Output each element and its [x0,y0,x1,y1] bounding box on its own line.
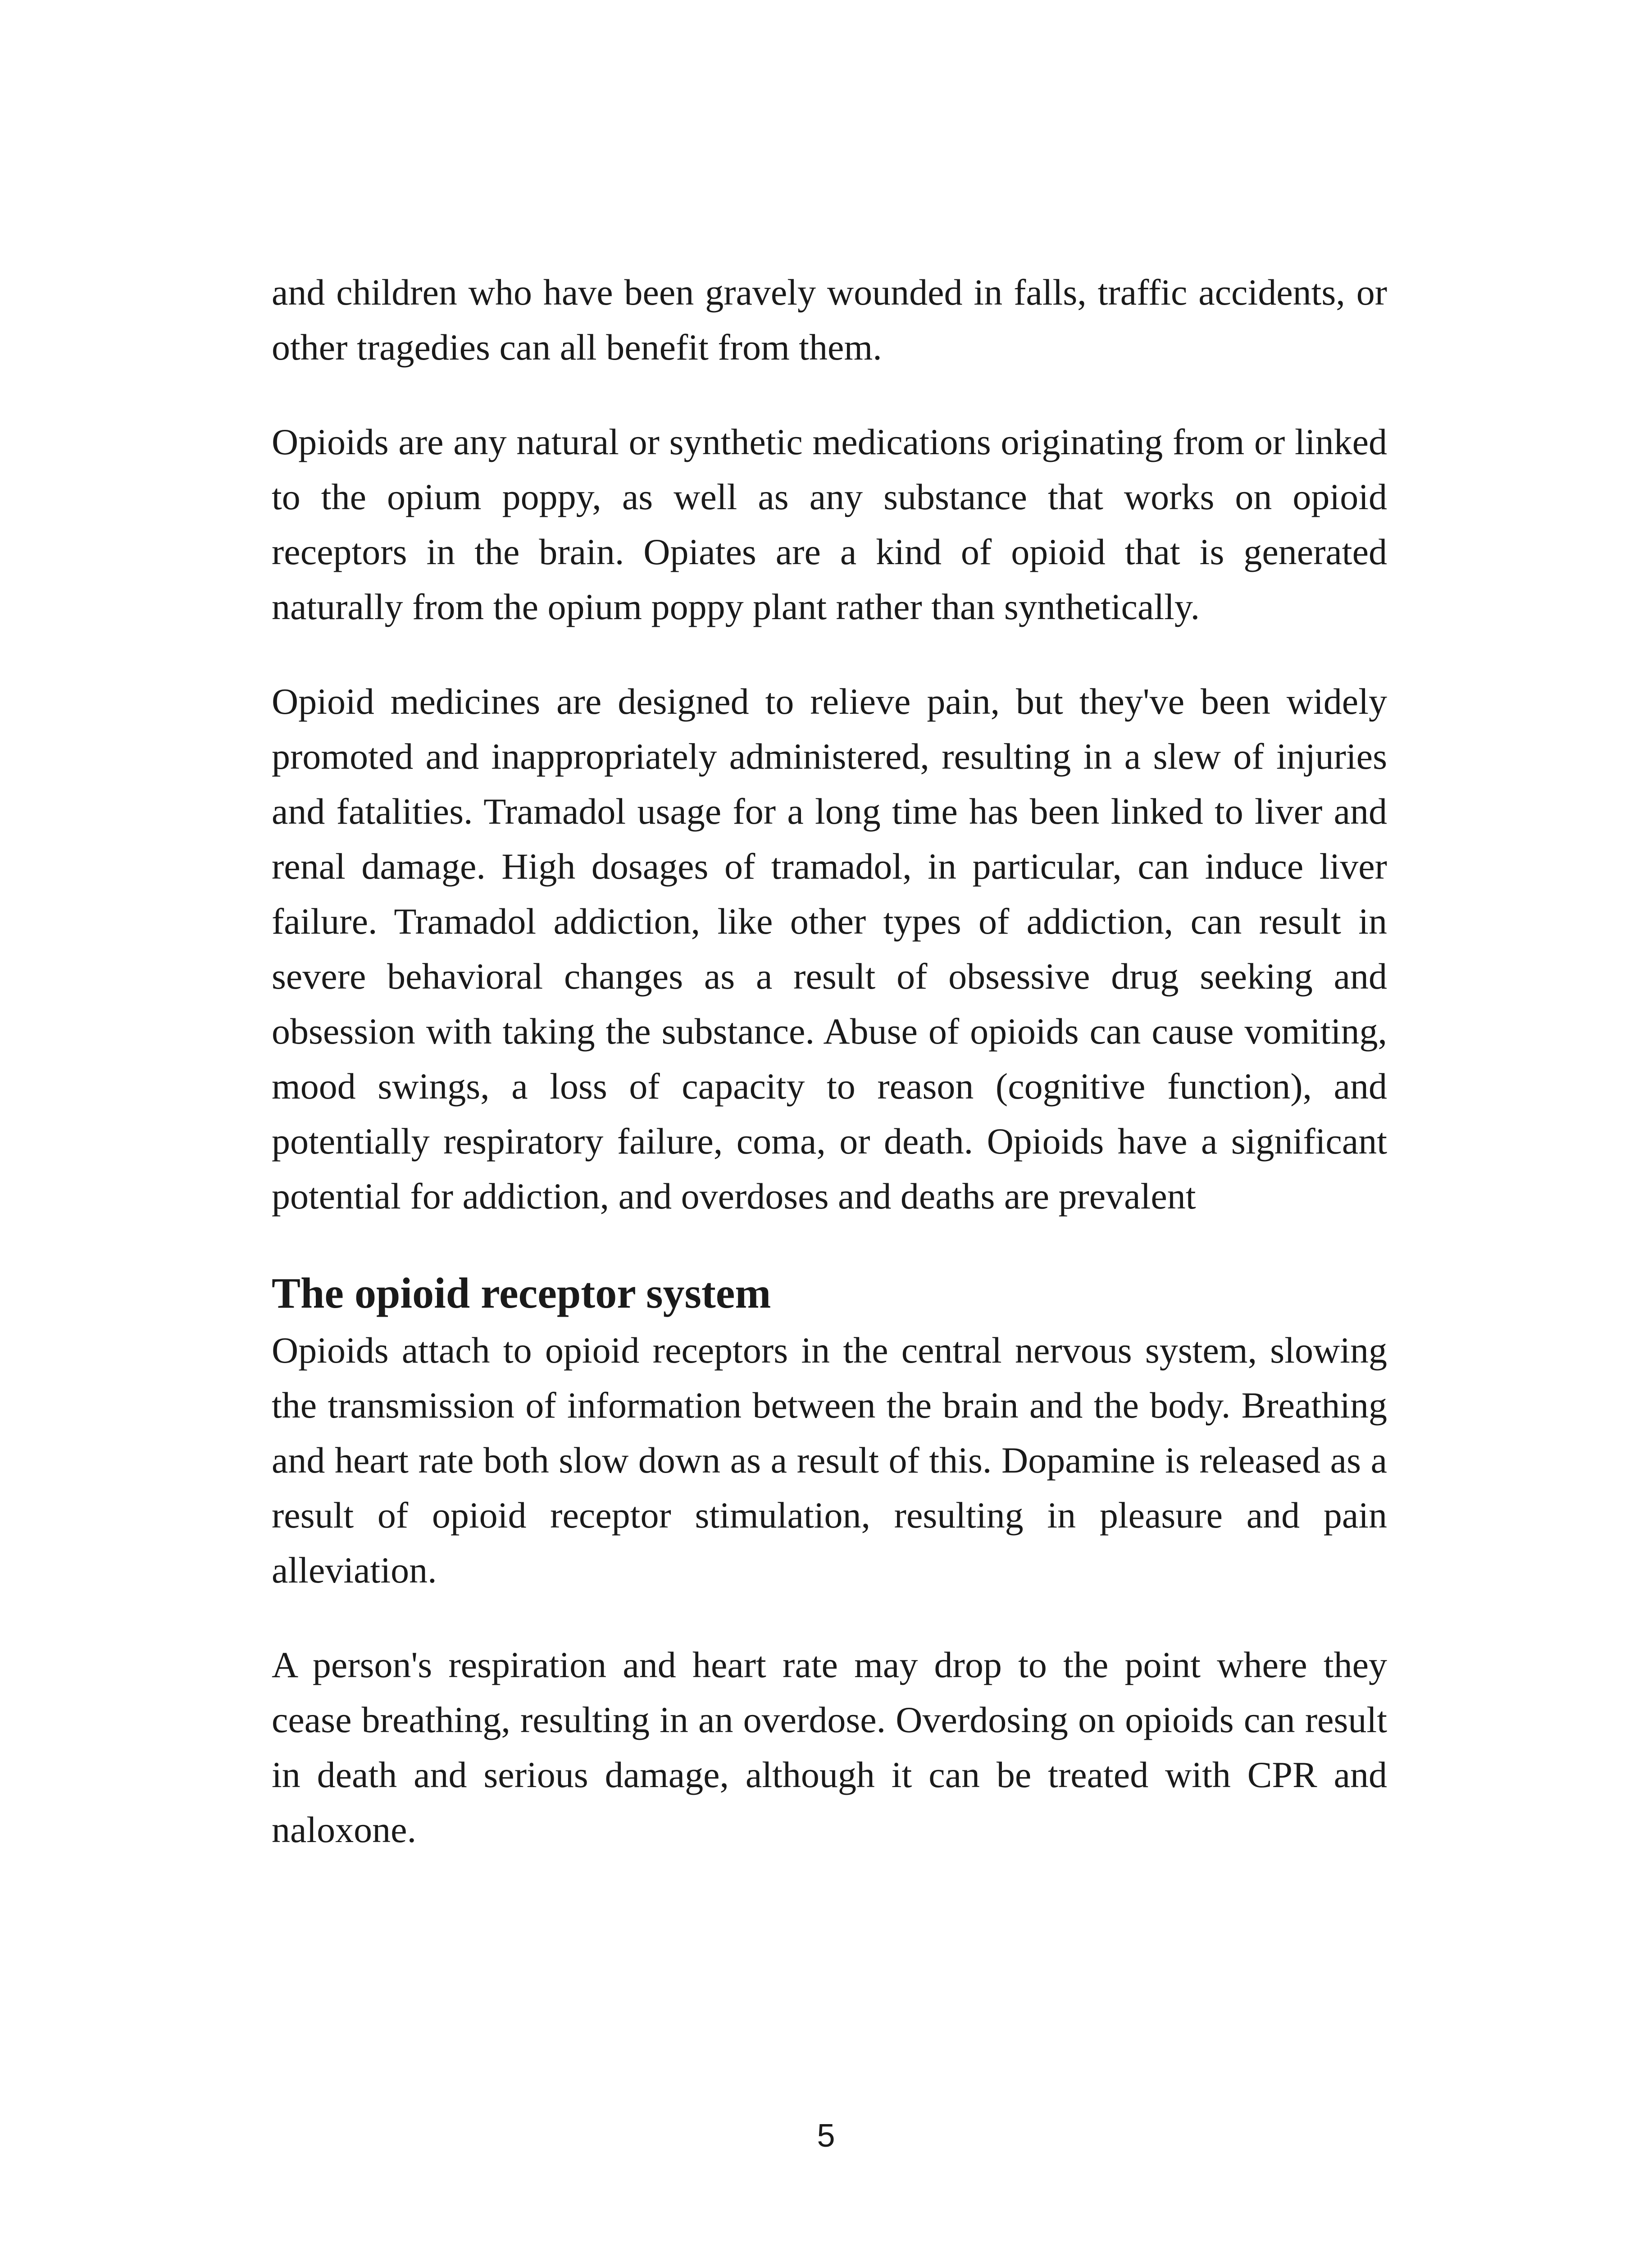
paragraph-opioids-definition: Opioids are any natural or synthetic medications originating from or linked to the opium poppy, as well as any substance that works on opioid receptors in the brain. Opiates are a kind of opioid that is generated naturally from the opium poppy plant rather than synthetically. [272,421,1387,627]
page-body [272,265,1387,1857]
section-heading: The opioid receptor system [272,1269,771,1317]
paragraph-continuation: and children who have been gravely wounded in falls, traffic accidents, or other tragedies can all benefit from them. [272,272,1387,368]
page-number: 5 [817,2118,835,2154]
paragraph-opioid-risks: Opioid medicines are designed to relieve pain, but they've been widely promoted and inappropriately administered, resulting in a slew of injuries and fatalities. Tramadol usage for a long time has been linked to liver and renal damage. High dosages of tramadol, in particular, can induce liver failure. Tramadol addiction, like other types of addiction, can result in severe behavioral changes as a result of obsessive drug seeking and obsession with taking the substance. Abuse of opioids can cause vomiting, mood swings, a loss of capacity to reason (cognitive function), and potentially respiratory failure, coma, or death. Opioids have a significant potential for addiction, and overdoses and deaths are prevalent [272,681,1387,1217]
paragraph-overdose: A person's respiration and heart rate may drop to the point where they cease breathing, resulting in an overdose. Overdosing on opioids can result in death and serious damage, although it can be treated with CPR and naloxone. [272,1644,1387,1850]
paragraph-receptor-mechanism: Opioids attach to opioid receptors in the central nervous system, slowing the transmission of information between the brain and the body. Breathing and heart rate both slow down as a result of this. Dopamine is released as a result of opioid receptor stimulation, resulting in pleasure and pain alleviation. [272,1330,1387,1591]
